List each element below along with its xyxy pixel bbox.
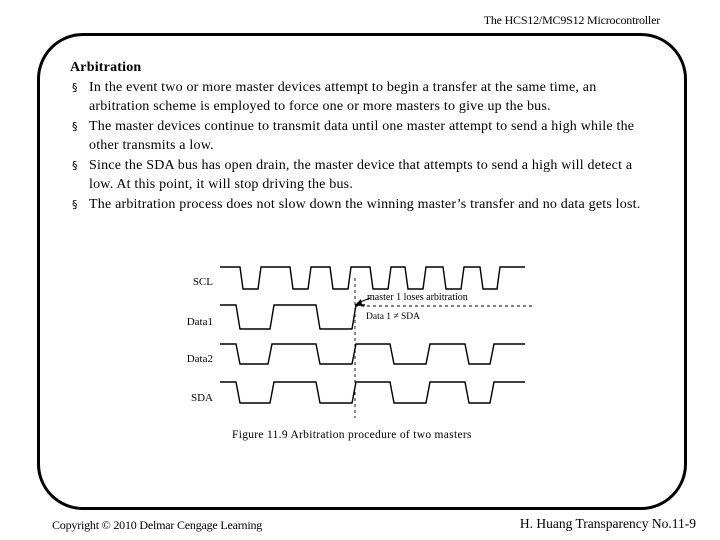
square-bullet-icon: §: [72, 158, 78, 172]
data2-waveform: [220, 344, 525, 364]
slide-content: [70, 58, 650, 214]
square-bullet-icon: §: [72, 197, 78, 211]
arbitration-timing-diagram: [180, 258, 560, 448]
copyright-text: Copyright © 2010 Delmar Cengage Learning: [52, 518, 263, 532]
bullet-text: In the event two or more master devices attempt to begin a transfer at the same time, an arbitration scheme is employed to force one or more masters to give up the bus.: [89, 79, 597, 114]
sda-waveform: [220, 382, 525, 403]
header-title: The HCS12/MC9S12 Microcontroller: [483, 13, 660, 27]
section-title: Arbitration: [70, 60, 142, 75]
signal-label-sda: SDA: [190, 392, 213, 404]
bullet-item: [70, 156, 650, 195]
square-bullet-icon: §: [72, 80, 78, 94]
scl-waveform: [220, 267, 525, 289]
data1-waveform: [220, 305, 365, 329]
figure-caption: Figure 11.9 Arbitration procedure of two masters: [232, 429, 472, 441]
annotation-lose: master 1 loses arbitration: [367, 292, 468, 303]
transparency-number: H. Huang Transparency No.11-9: [519, 516, 696, 531]
signal-label-scl: SCL: [192, 276, 213, 288]
bullet-item: [70, 78, 650, 117]
bullet-item: [70, 195, 650, 215]
bullet-text: The master devices continue to transmit data until one master attempt to send a high while the other transmits a low.: [89, 118, 635, 153]
annotation-neq: Data 1 ≠ SDA: [366, 312, 421, 322]
signal-label-data2: Data2: [186, 353, 213, 365]
bullet-text: The arbitration process does not slow down the winning master’s transfer and no data gets lost.: [89, 196, 641, 212]
arrow-head-icon: [355, 299, 362, 305]
bullet-text: Since the SDA bus has open drain, the master device that attempts to send a high will detect a low. At this point, it will stop driving the bus.: [89, 157, 633, 192]
square-bullet-icon: §: [72, 119, 78, 133]
signal-label-data1: Data1: [186, 316, 213, 328]
bullet-item: [70, 117, 650, 156]
